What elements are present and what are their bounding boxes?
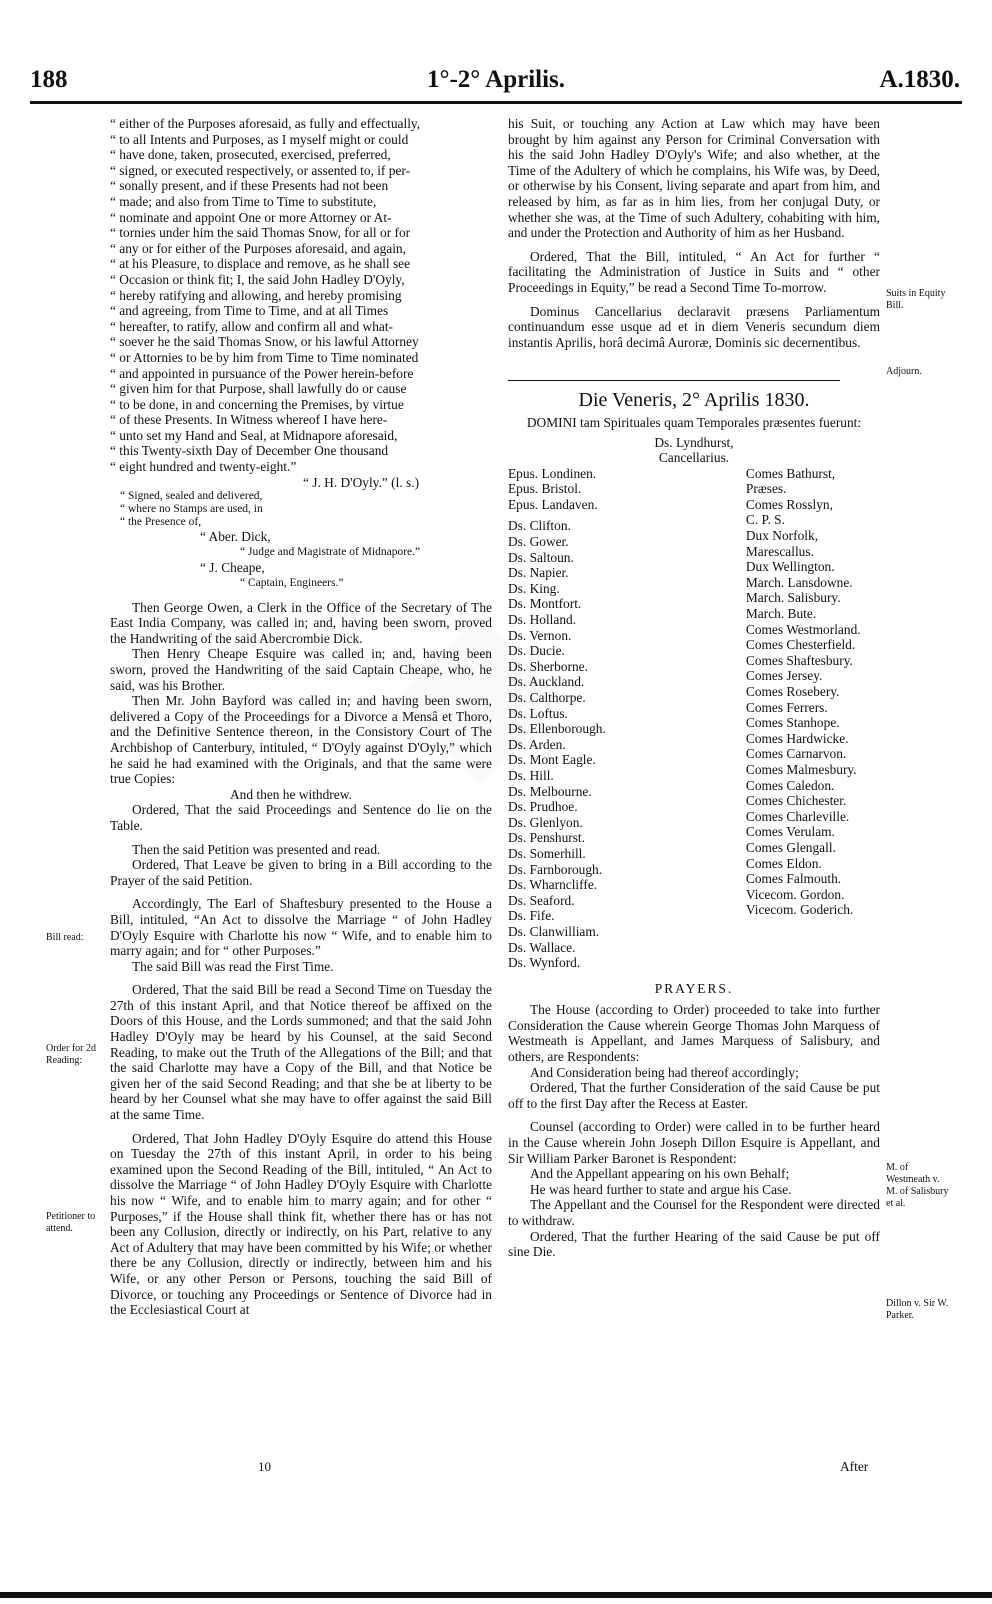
paragraph: Then Mr. John Bayford was called in; and having been sworn, delivered a Copy of the Proceedings for a Divorce a Mensâ et Thoro, and the Definitive Sentence thereon, in the Consistory Court of The Archbishop of Canterbury, intituled, “ D'Oyly against D'Oyly,” which he said he had examined with the Originals, and that the same were true Copies: (110, 693, 492, 787)
witness-1-title: “ Judge and Magistrate of Midnapore.” (240, 545, 421, 558)
lord-name: Ds. Seaford. (508, 892, 575, 908)
quote-line: “ have done, taken, prosecuted, exercised, preferred, (110, 147, 391, 163)
lord-name: March. Salisbury. (745, 590, 841, 606)
lord-name: Ds. Gower. (508, 534, 569, 550)
lord-name: Comes Westmorland. (745, 621, 861, 637)
lords-list (508, 466, 880, 971)
lord-name: Ds. Somerhill. (508, 845, 586, 861)
quote-line: “ Occasion or think fit; I, the said John Hadley D'Oyly, (110, 271, 405, 287)
lord-name: Ds. Wharncliffe. (508, 877, 598, 893)
lord-name: Præses. (745, 481, 787, 497)
lord-name: Comes Ferrers. (745, 699, 828, 715)
margin-note: Petitioner to attend. (46, 1211, 96, 1234)
lord-name: Comes Glengall. (745, 839, 836, 855)
right-column (508, 116, 880, 1260)
lord-name: Ds. Clanwilliam. (508, 923, 600, 939)
lord-name: Ds. Wallace. (508, 939, 576, 955)
lord-name: Comes Stanhope. (745, 715, 840, 731)
lord-name: Dux Wellington. (745, 559, 835, 575)
paragraph: Ordered, That the said Bill be read a Second Time on Tuesday the 27th of this instant April, and that Notice thereof be affixed on the Doors of this House, and the Lords summoned; and that the said John Hadley D'Oyly may be heard by his Counsel, at the said Second Reading, to make out the Truth of the Allegations of the Bill; and that the said Charlotte may have a Copy of the Bill, and that Notice be given her of the said Second Reading; and that she be at liberty to be heard by her Counsel what she may have to offer against the said Bill at the same Time. (110, 982, 492, 1123)
quote-line: “ this Twenty-sixth Day of December One thousand (110, 443, 389, 459)
margin-note: Suits in Equity Bill. (886, 288, 946, 311)
paragraph: Ordered, That the further Hearing of the said Cause be put off sine Die. (508, 1228, 880, 1260)
header-rule (30, 101, 962, 104)
paragraph: Ordered, That Leave be given to bring in a Bill according to the Prayer of the said Petition. (110, 857, 492, 888)
paragraph: Ordered, That the Bill, intituled, “ An Act for further “ facilitating the Administration of Justice in Suits and “ other Proceedings in Equity,” be read a Second Time To-morrow. (508, 248, 880, 295)
paragraph: Dominus Cancellarius declaravit præsens Parliamentum continuandum esse usque ad et in diem Veneris secundum diem instantis Aprilis, horâ decimâ Auroræ, Dominis sic decernentibus. (508, 303, 880, 350)
paragraph: Ordered, That the further Consideration of the said Cause be put off to the first Day after the Recess at Easter. (508, 1080, 880, 1111)
paragraph: Accordingly, The Earl of Shaftesbury presented to the House a Bill, intituled, “An Act to dissolve the Marriage “ of John Hadley D'Oyly Esquire with Charlotte his now “ Wife, and to enable him to marry again; and for “ other Purposes.” (110, 896, 492, 959)
quote-line: “ made; and also from Time to Time to substitute, (110, 193, 377, 209)
day-title: Die Veneris, 2° Aprilis 1830. (578, 389, 810, 412)
quote-line: “ any or for either of the Purposes aforesaid, and again, (110, 240, 406, 256)
signature-number: 10 (258, 1459, 271, 1474)
paragraph: And then he withdrew. (230, 786, 352, 802)
lord-name: Ds. Wynford. (508, 955, 581, 971)
lord-name: Ds. Auckland. (508, 674, 585, 690)
quote-line: “ hereby ratifying and allowing, and hereby promising (110, 287, 402, 303)
lord-name: Vicecom. Gordon. (745, 886, 845, 902)
chancellor: Ds. Lyndhurst, (654, 434, 734, 450)
paragraph: his Suit, or touching any Action at Law which may have been brought by him against any Person for Criminal Conversation with his the said John Hadley D'Oyly's Wife; and also whether, at the Time of the Adultery of which he complains, his Wife was, by Deed, or otherwise by his Consent, living separate and apart from him, and released by him, as far as in him lies, from her conjugal Duty, or whether she was, at the Time of such Adultery, cohabiting with him, and under the Protection and Authority of him as her Husband. (508, 116, 880, 241)
witness-1: “ Aber. Dick, (200, 529, 271, 545)
lord-name: Comes Bathurst, (745, 465, 836, 481)
lord-name: Ds. Ducie. (508, 643, 565, 659)
lord-name: Epus. Bristol. (508, 481, 582, 497)
quote-line: “ unto set my Hand and Seal, at Midnapore aforesaid, (110, 427, 398, 443)
lord-name: Comes Jersey. (745, 668, 823, 684)
lord-name: Ds. Sherborne. (508, 658, 588, 674)
prayers-heading: PRAYERS. (654, 980, 734, 996)
quote-line: “ eight hundred and twenty-eight.” (110, 459, 297, 475)
lord-name: Comes Hardwicke. (745, 730, 849, 746)
paragraph: Then Henry Cheape Esquire was called in; and, having been sworn, proved the Handwriting of the said Captain Cheape, who, he said, was his Brother. (110, 646, 492, 693)
lords-right (746, 466, 880, 971)
lord-name: Ds. Farnborough. (508, 861, 603, 877)
margin-note: Order for 2d Reading: (46, 1043, 96, 1066)
lord-name: Ds. Hill. (508, 767, 554, 783)
margin-note: M. of Westmeath v. M. of Salisbury et al. (886, 1162, 949, 1209)
lord-name: Comes Chichester. (745, 793, 847, 809)
paragraph: Ordered, That the said Proceedings and Sentence do lie on the Table. (110, 802, 492, 833)
left-column (110, 116, 492, 1318)
chancellor-title: Cancellarius. (658, 450, 730, 466)
lord-name: Ds. Saltoun. (508, 549, 574, 565)
lord-name: Dux Norfolk, (745, 528, 819, 544)
lord-name: Epus. Landaven. (508, 496, 598, 512)
quote-line: “ signed, or executed respectively, or assented to, if per- (110, 162, 411, 178)
lord-name: Ds. Melbourne. (508, 783, 592, 799)
lord-name: Ds. Mont Eagle. (508, 752, 596, 768)
quote-line: “ nominate and appoint One or more Attorney or At- (110, 209, 392, 225)
lord-name: Ds. Prudhoe. (508, 799, 578, 815)
quote-line: “ hereafter, to ratify, allow and confirm all and what- (110, 318, 394, 334)
lords-left (508, 466, 738, 971)
quote-line: “ soever he the said Thomas Snow, or his lawful Attorney (110, 334, 419, 350)
signed-line: “ the Presence of, (120, 516, 202, 529)
quote-line: “ given him for that Purpose, shall lawfully do or cause (110, 381, 407, 397)
signed-line: “ Signed, sealed and delivered, (120, 490, 263, 503)
section-rule (508, 380, 840, 381)
page-number: 188 (30, 66, 68, 93)
paragraph: The Appellant and the Counsel for the Respondent were directed to withdraw. (508, 1197, 880, 1228)
quote-line: “ or Attornies to be by him from Time to Time nominated (110, 349, 419, 365)
lord-name: Ds. Penshurst. (508, 830, 586, 846)
lord-name: Epus. Londinen. (508, 465, 597, 481)
lord-name: Comes Falmouth. (745, 871, 842, 887)
lord-name: Ds. Montfort. (508, 596, 582, 612)
footer-rule (0, 1592, 992, 1598)
quote-line: “ tornies under him the said Thomas Snow, for all or for (110, 225, 411, 241)
lord-name: Comes Rosslyn, (745, 496, 833, 512)
lord-name: Ds. Arden. (508, 736, 566, 752)
lord-name: Ds. Fife. (508, 908, 555, 924)
quote-line: “ at his Pleasure, to displace and remove, as he shall see (110, 256, 411, 272)
lord-name: Ds. Clifton. (508, 518, 571, 534)
lord-name: Comes Charleville. (745, 808, 850, 824)
lord-name: Ds. Holland. (508, 612, 577, 628)
lord-name: Ds. Loftus. (508, 705, 568, 721)
lord-name: Vicecom. Goderich. (745, 902, 854, 918)
lord-name: March. Lansdowne. (745, 574, 853, 590)
paragraph: Counsel (according to Order) were called in to be further heard in the Cause wherein John Joseph Dillon Esquire is Appellant, and Sir William Parker Baronet is Respondent: (508, 1119, 880, 1166)
lord-name: Comes Shaftesbury. (745, 652, 853, 668)
paragraph: The said Bill was read the First Time. (132, 958, 334, 974)
signature: “ J. H. D'Oyly.” (l. s.) (302, 474, 420, 490)
lord-name: Comes Carnarvon. (745, 746, 847, 762)
quote-line: “ of these Presents. In Witness whereof I have here- (110, 412, 388, 428)
quote-line: “ either of the Purposes aforesaid, as fully and effectually, (110, 116, 421, 131)
quote-line: “ and appointed in pursuance of the Power herein-before (110, 365, 414, 381)
margin-note: Dillon v. Sir W. Parker. (886, 1298, 949, 1321)
witness-2-title: “ Captain, Engineers.” (240, 577, 344, 590)
paragraph: The House (according to Order) proceeded to take into further Consideration the Cause wherein George Thomas John Marquess of Westmeath is Appellant, and James Marquess of Salisbury, and others, are Respondents: (508, 1002, 880, 1065)
lord-name: Comes Verulam. (745, 824, 835, 840)
quote-line: “ to all Intents and Purposes, as I myself might or could (110, 131, 409, 147)
catchword: After (840, 1459, 869, 1474)
page-year: A.1830. (879, 66, 960, 93)
paragraph: Then George Owen, a Clerk in the Office of the Secretary of The East India Company, was called in; and, having been sworn, proved the Handwriting of the said Abercrombie Dick. (110, 599, 492, 646)
paragraph: Ordered, That John Hadley D'Oyly Esquire do attend this House on Tuesday the 27th of this instant April, in order to his being examined upon the Second Reading of the Bill, intituled, “ An Act to dissolve the Marriage “ of John Hadley D'Oyly Esquire with Charlotte his now “ Wife, and to enable him to marry again; and for other “ Purposes,” if the House shall think fit, whether there has or has not been any Collusion, directly or indirectly, on his Part, relative to any Act of Adultery that may have been committed by his Wife; or whether there be any Collusion, directly or indirectly, between him and his Wife, or any other Person or Persons, touching the said Bill of Divorce, or touching any Proceedings or Sentence of Divorce had in the Ecclesiastical Court at (110, 1130, 492, 1318)
lord-name: Ds. Ellenborough. (508, 721, 606, 737)
lord-name: Ds. King. (508, 580, 560, 596)
domini-heading: DOMINI tam Spirituales quam Temporales præsentes fuerunt: (526, 414, 862, 430)
lord-name: C. P. S. (745, 512, 785, 528)
paragraph: He was heard further to state and argue his Case. (530, 1181, 792, 1197)
quote-line: “ sonally present, and if these Presents had not been (110, 178, 389, 194)
page-date-heading: 1°-2° Aprilis. (426, 66, 566, 93)
lord-name: March. Bute. (745, 606, 817, 622)
deed-quote (110, 116, 492, 475)
lord-name: Marescallus. (745, 543, 814, 559)
lord-name: Comes Rosebery. (745, 684, 840, 699)
lord-name: Comes Eldon. (745, 855, 822, 871)
lord-name: Comes Malmesbury. (745, 761, 857, 777)
lord-name: Ds. Vernon. (508, 627, 572, 643)
margin-note: Bill read: (46, 932, 84, 943)
lord-name: Comes Chesterfield. (745, 637, 856, 653)
witness-2: “ J. Cheape, (200, 560, 265, 576)
signed-line: “ where no Stamps are used, in (120, 503, 263, 516)
lord-name: Ds. Napier. (508, 565, 569, 581)
quote-line: “ and agreeing, from Time to Time, and at all Times (110, 303, 389, 319)
signed-block (120, 490, 492, 529)
lord-name: Ds. Glenlyon. (508, 814, 583, 830)
paragraph: Then the said Petition was presented and read. (132, 841, 381, 857)
lord-name: Comes Caledon. (745, 777, 835, 793)
quote-line: “ to be done, in and concerning the Premises, by virtue (110, 396, 404, 412)
paragraph: And the Appellant appearing on his own Behalf; (530, 1166, 790, 1182)
lord-name: Ds. Calthorpe. (508, 690, 586, 705)
margin-note: Adjourn. (886, 366, 922, 377)
paragraph: And Consideration being had thereof accordingly; (530, 1064, 799, 1080)
